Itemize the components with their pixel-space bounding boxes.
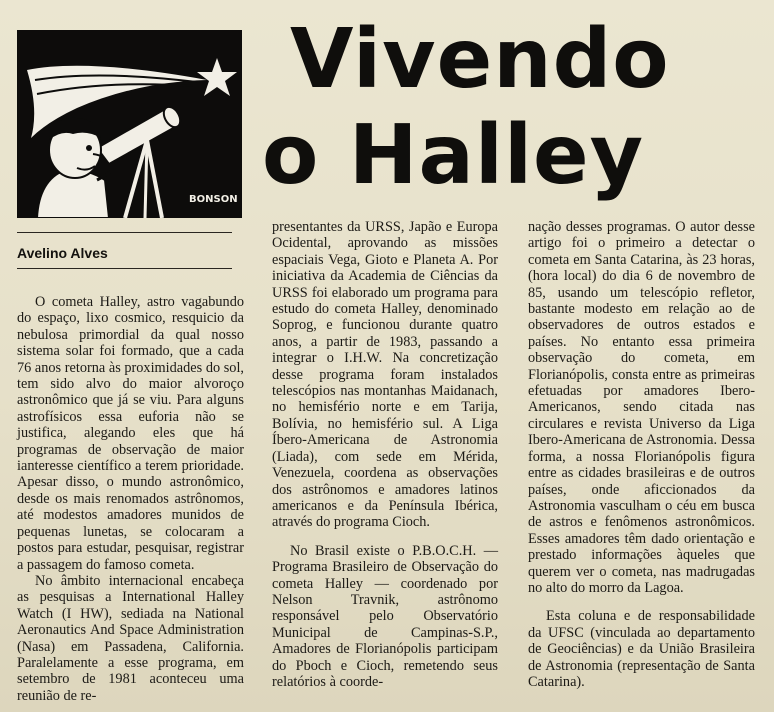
article-column-3 [528,219,755,690]
column-2-paragraph-1: presentantes da URSS, Japão e Europa Ocidental, aprovando as missões espaciais Vega, Gioto e Planeta A. Por iniciativa da Academia de Ciências da URSS foi elaborado um programa para estudo do cometa Halley, denominado Soprog, e funcionou durante quatro anos, a partir de 1983, passando a integrar o I.H.W. Na concretização desse programa foram instalados telescópios nas montanhas Maidanach, no hemisfério norte e em Tarija, Bolívia, no hemisfério sul. A Liga Íbero-Americana de Astronomia (Liada), com sede em Mérida, Venezuela, coordena as observações dos astrônomos e amadores latinos americanos e da Península Ibérica, através do programa Cioch. [272,219,498,531]
cartoon-signature: BONSON [189,194,238,205]
column-3-paragraph-2: Esta coluna e de responsabilidade da UFSC (vinculada ao departamento de Geociências) e da União Brasileira de Astronomia (representação de Santa Catarina). [528,608,755,690]
cartoon-illustration [17,30,242,218]
comet-telescope-drawing [17,30,242,218]
telescope-icon [97,104,184,218]
column-1-paragraph-1: O cometa Halley, astro vagabundo do espaço, lixo cosmico, resquicio da nebulosa primordial da qual nosso sistema solar foi formado, que a cada 76 anos retorna às proximidades do sol, tem sido alvo do maior alvoroço astronômico que já se viu. Para alguns astrofísicos essa euforia não se justifica, alegando eles que há programas de observação de maior ianteresse científico a terem prioridade. Apesar disso, o mundo astronômico, desde os mais renomados astrônomos, até modestos amadores munidos de pequenas lunetas, se colocaram a postos para estudar, pesquisar, registrar a passagem do famoso cometa. [17,294,244,573]
column-1-paragraph-2: No âmbito internacional encabeça as pesquisas a International Halley Watch (I HW), sediada na National Aeronautics And Space Administration (Nasa) em Passadena, California. Paralelamente a esse programa, em setembro de 1981 aconteceu uma reunião de re- [17,572,244,704]
stargazer-figure [37,118,121,218]
comet-icon [197,58,237,96]
headline-line-2: o Halley [262,108,645,203]
byline-author: Avelino Alves [17,245,108,261]
headline [262,12,762,204]
byline-rule-top [17,232,232,233]
column-3-paragraph-1: nação desses programas. O autor desse artigo foi o primeiro a detectar o cometa em Santa Catarina, às 23 horas, (hora local) do dia 6 de novembro de 85, usando um telescópio refletor, bastante modesto em relação ao de observadores de outros estados e países. No entanto essa primeira observação do cometa, em Florianópolis, consta entre as primeiras efetuadas por amadores Ibero-Americanos, sendo citada nas circulares e revista Universo da Liga Ibero-Americana de Astronomia. Dessa forma, a nossa Florianópolis figura entre as cidades brasileiras e de outros países, onde aficcionados da Astronomia vasculham o céu em busca de astros e fenômenos astronômicos. Esses amadores têm dado orientação e prestado informações àqueles que querem ver o cometa, nas madrugadas no alto do morro da Lagoa. [528,219,755,596]
article-column-2 [272,219,498,690]
byline-rule-bottom [17,268,232,269]
column-2-paragraph-2: No Brasil existe o P.B.O.C.H. — Programa Brasileiro de Observação do cometa Halley — coordenado por Nelson Travnik, astrônomo responsável pelo Observatório Municipal de Campinas-S.P., Amadores de Florianópolis participam do Pboch e Cioch, remetendo seus relatórios à coorde- [272,542,498,690]
headline-line-1: Vivendo [290,12,670,107]
article-column-1 [17,294,244,704]
